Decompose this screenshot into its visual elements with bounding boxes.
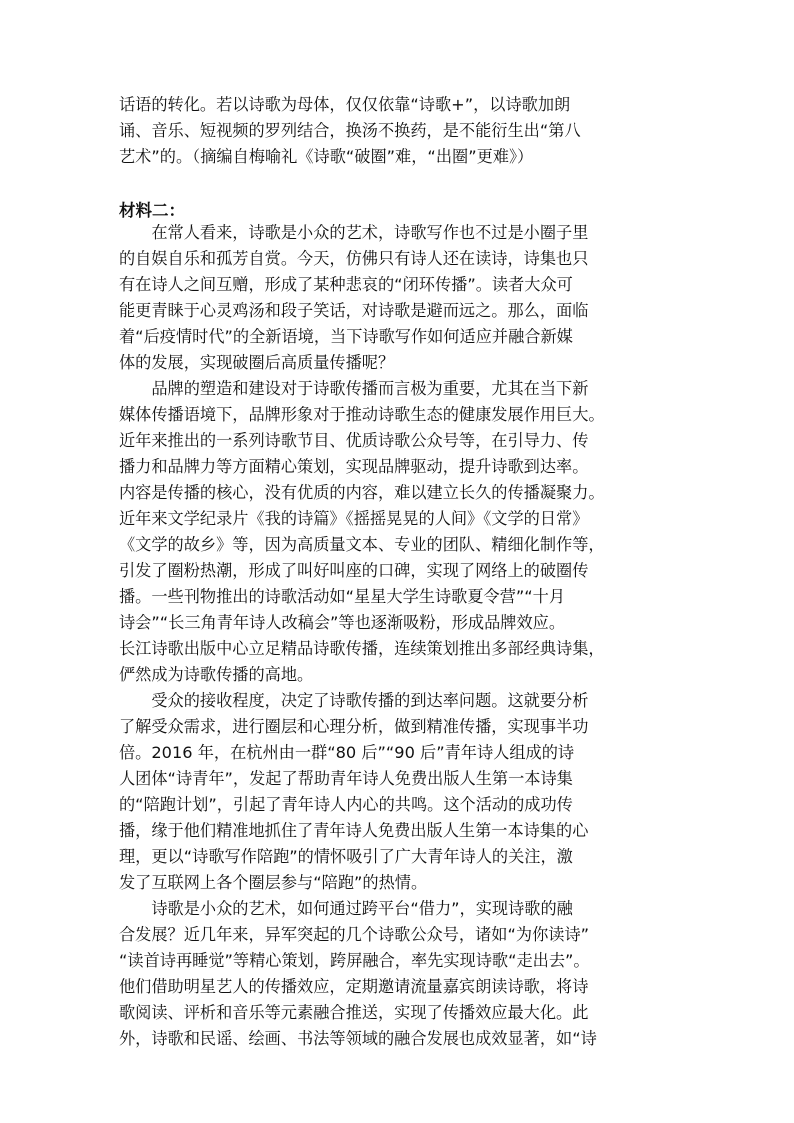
body-line: 近年来文学纪录片《我的诗篇》《摇摇晃晃的人间》《文学的日常》 [119, 509, 589, 528]
body-line: 播力和品牌力等方面精心策划，实现品牌驱动，提升诗歌到达率。 [119, 457, 589, 476]
section-heading: 材料二： [119, 201, 185, 220]
body-line: 长江诗歌出版中心立足精品诗歌传播，连续策划推出多部经典诗集， [119, 639, 605, 658]
intro-paragraph [119, 92, 689, 170]
body-line: 能更青睐于心灵鸡汤和段子笑话，对诗歌是避而远之。那么，面临 [119, 301, 589, 320]
body-line: 《文学的故乡》等，因为高质量文本、专业的团队、精细化制作等， [119, 535, 605, 554]
body-line: 引发了圈粉热潮，形成了叫好叫座的口碑，实现了网络上的破圈传 [119, 561, 589, 580]
body-line: 外，诗歌和民谣、绘画、书法等领域的融合发展也成效显著，如“诗 [119, 1029, 597, 1048]
body-line: 的自娱自乐和孤芳自赏。今天，仿佛只有诗人还在读诗，诗集也只 [119, 249, 589, 268]
body-line: 人团体“诗青年”，发起了帮助青年诗人免费出版人生第一本诗集 [119, 769, 573, 788]
body-line: 播，缘于他们精准地抓住了青年诗人免费出版人生第一本诗集的心 [119, 821, 589, 840]
body-line: 有在诗人之间互赠，形成了某种悲哀的“闭环传播”。读者大众可 [119, 275, 573, 294]
body-line: 着“后疫情时代”的全新语境，当下诗歌写作如何适应并融合新媒 [119, 327, 573, 346]
body-line: 他们借助明星艺人的传播效应，定期邀请流量嘉宾朗读诗歌，将诗 [119, 977, 589, 996]
intro-line: 艺术”的。（摘编自梅喻礼《诗歌“破圈”难，“出圈”更难》） [119, 147, 534, 166]
body-line: 近年来推出的一系列诗歌节目、优质诗歌公众号等，在引导力、传 [119, 431, 589, 450]
body-line: “读首诗再睡觉”等精心策划，跨屏融合，率先实现诗歌“走出去”。 [119, 951, 590, 970]
body-line: 发了互联网上各个圈层参与“陪跑”的热情。 [119, 873, 428, 892]
body-line: 理，更以“诗歌写作陪跑”的情怀吸引了广大青年诗人的关注，激 [119, 847, 573, 866]
body-text [119, 220, 689, 1052]
intro-line: 话语的转化。若以诗歌为母体，仅仅依靠“诗歌+”，以诗歌加朗 [119, 95, 571, 114]
body-line: 诗歌是小众的艺术，如何通过跨平台“借力”，实现诗歌的融 [119, 899, 573, 918]
body-line: 媒体传播语境下，品牌形象对于推动诗歌生态的健康发展作用巨大。 [119, 405, 605, 424]
body-line: 了解受众需求，进行圈层和心理分析，做到精准传播，实现事半功 [119, 717, 589, 736]
body-line: 歌阅读、评析和音乐等元素融合推送，实现了传播效应最大化。此 [119, 1003, 589, 1022]
body-line: 在常人看来，诗歌是小众的艺术，诗歌写作也不过是小圈子里 [119, 223, 589, 242]
body-line: 内容是传播的核心，没有优质的内容，难以建立长久的传播凝聚力。 [119, 483, 605, 502]
body-line: 俨然成为诗歌传播的高地。 [119, 665, 314, 684]
body-line: 播。一些刊物推出的诗歌活动如“星星大学生诗歌夏令营”“十月 [119, 587, 566, 606]
body-line: 品牌的塑造和建设对于诗歌传播而言极为重要，尤其在当下新 [119, 379, 589, 398]
body-line: 体的发展，实现破圈后高质量传播呢？ [119, 353, 395, 372]
intro-line: 诵、音乐、短视频的罗列结合，换汤不换药，是不能衍生出“第八 [119, 121, 581, 140]
body-line: 的“陪跑计划”，引起了青年诗人内心的共鸣。这个活动的成功传 [119, 795, 573, 814]
body-line: 诗会”“长三角青年诗人改稿会”等也逐渐吸粉，形成品牌效应。 [119, 613, 566, 632]
body-line: 受众的接收程度，决定了诗歌传播的到达率问题。这就要分析 [119, 691, 589, 710]
body-line: 合发展？近几年来，异军突起的几个诗歌公众号，诸如“为你读诗” [119, 925, 590, 944]
body-line: 倍。2016 年，在杭州由一群“80 后”“90 后”青年诗人组成的诗 [119, 743, 575, 762]
